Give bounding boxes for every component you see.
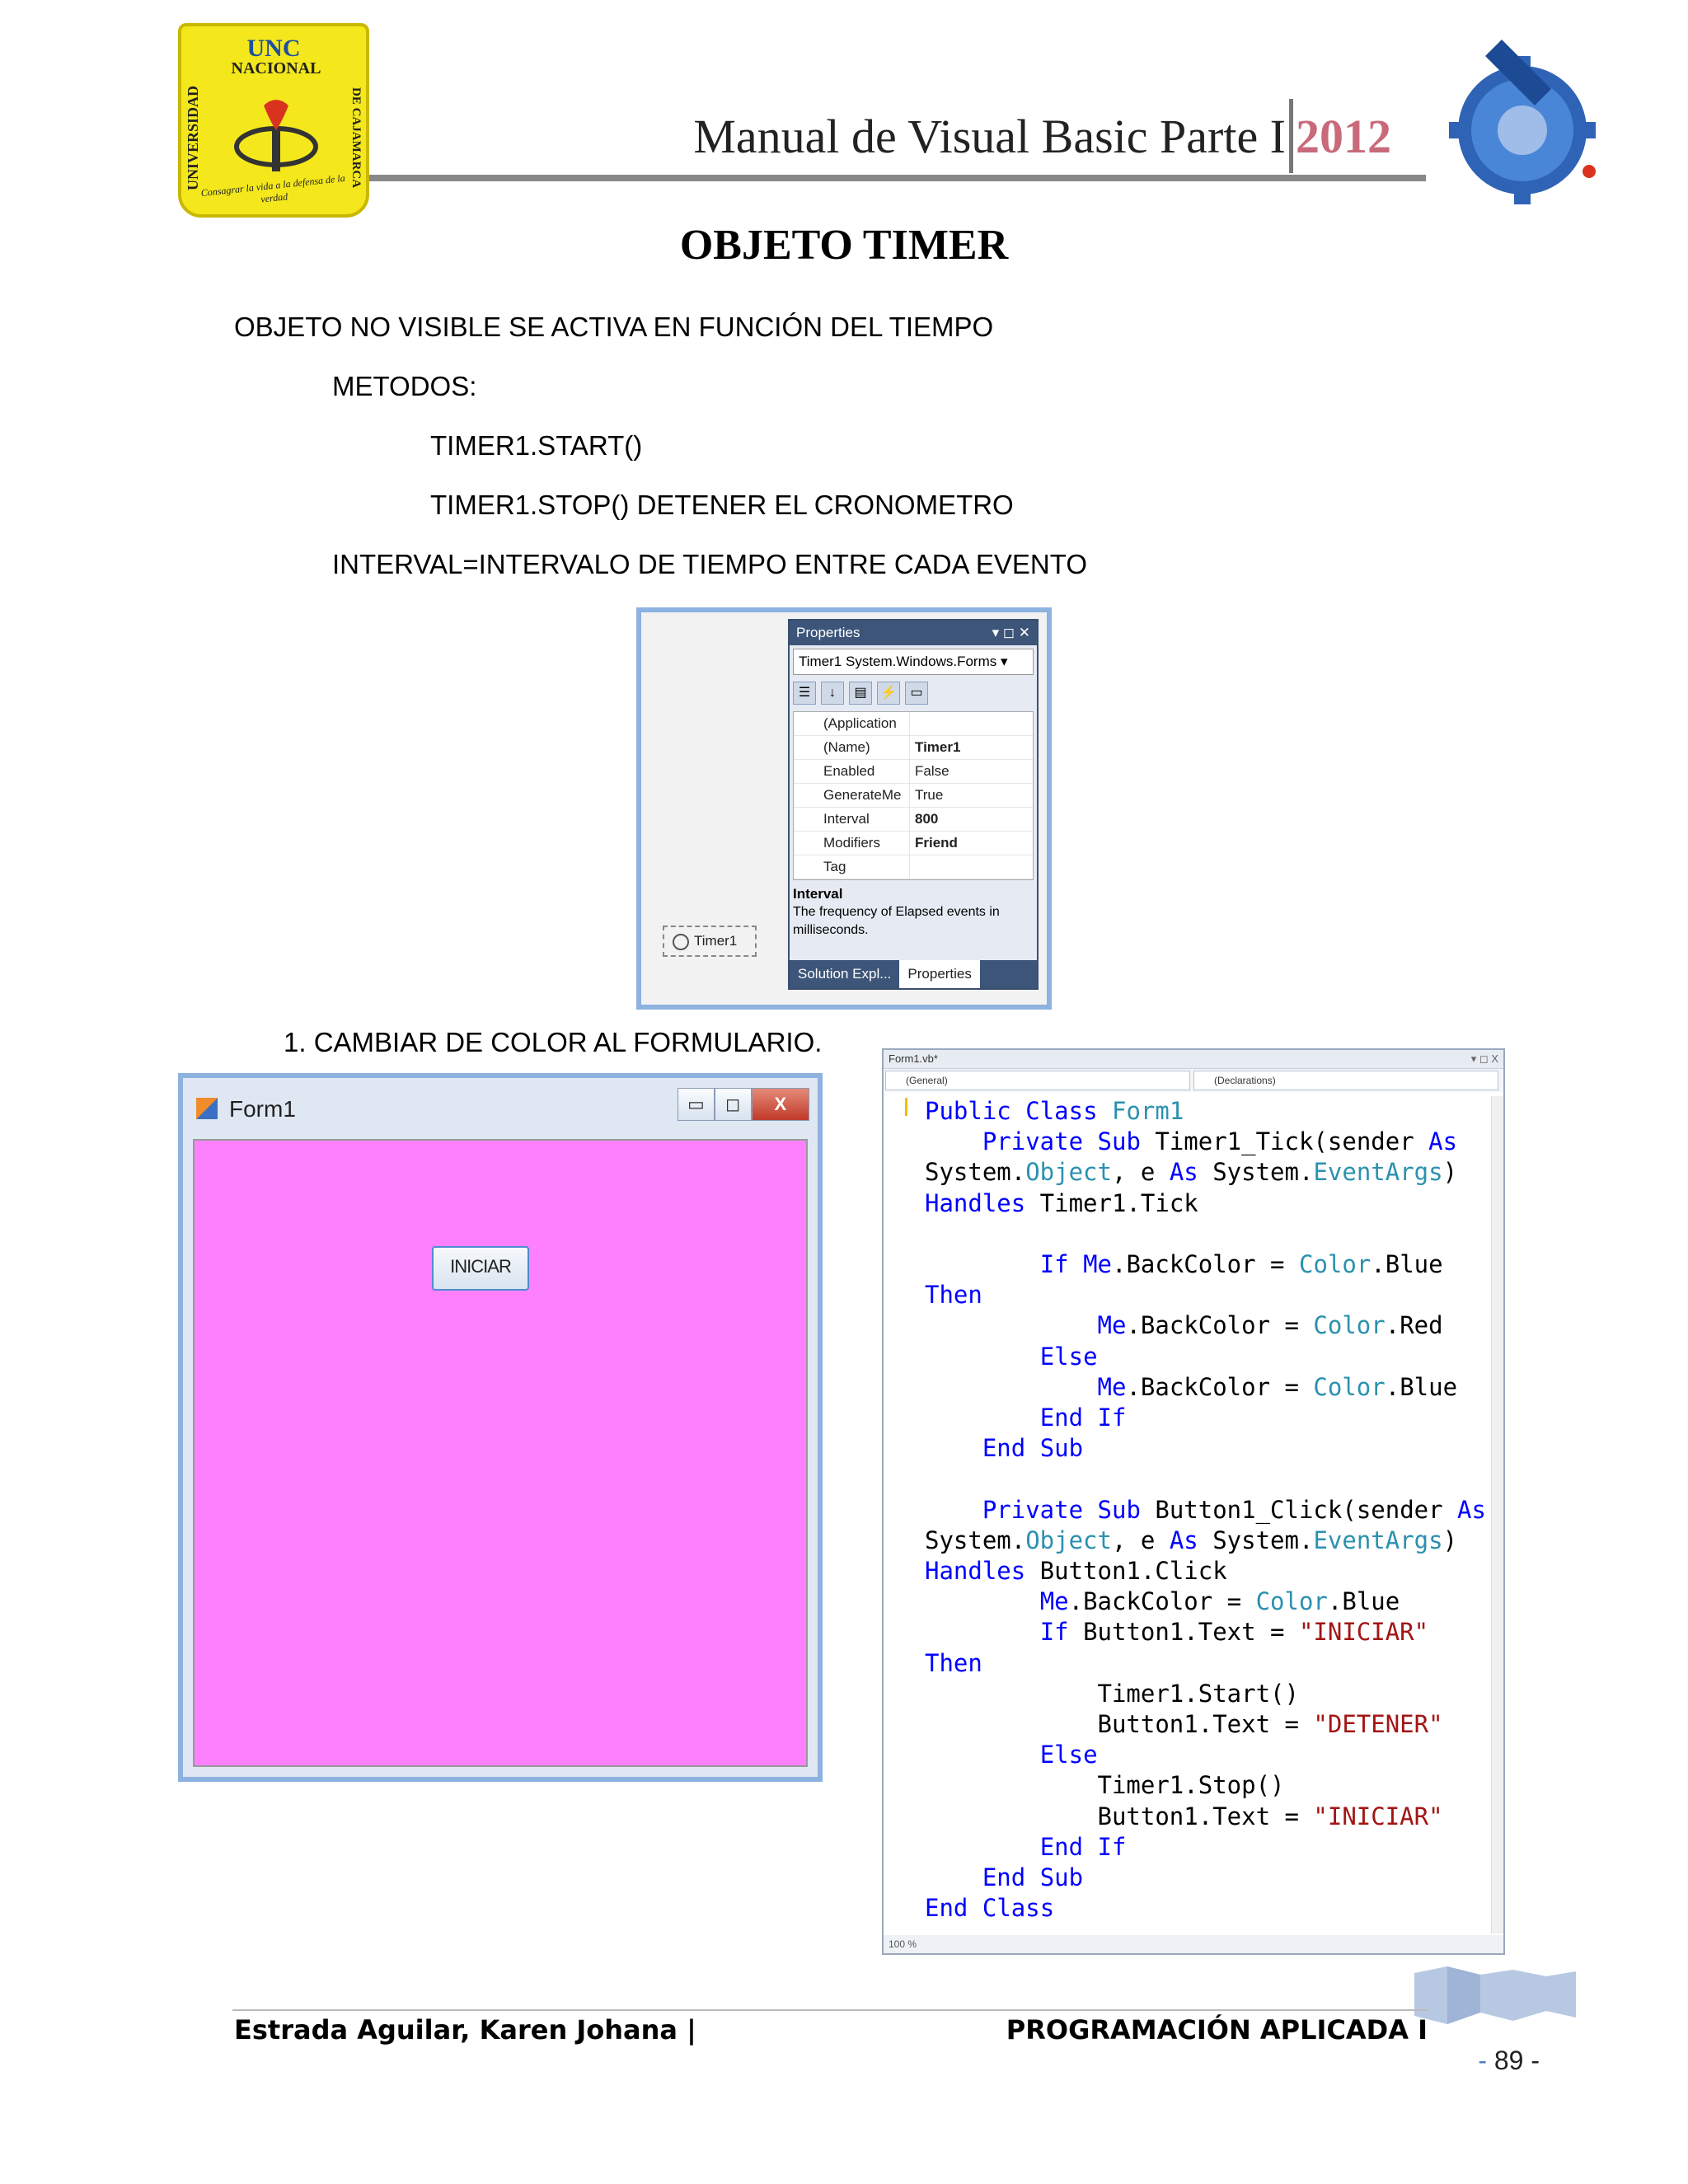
iniciar-button[interactable]: INICIAR [432,1246,529,1291]
editor-combos [884,1069,1503,1092]
close-button[interactable]: X [752,1088,809,1121]
property-row[interactable] [794,855,1033,879]
timer-component[interactable] [663,926,757,957]
property-key: Tag [794,855,910,879]
editor-tab[interactable] [884,1050,1503,1069]
method-start: TIMER1.START() [430,430,643,461]
logo-side-left: UNIVERSIDAD [185,85,201,190]
property-row[interactable] [794,784,1033,808]
alphabetical-icon[interactable]: ↓ [821,682,844,705]
form-title: Form1 [229,1096,296,1122]
timer-component-label: Timer1 [694,933,738,949]
university-logo [178,23,369,218]
panel-tabs [790,960,1037,988]
property-value[interactable]: 800 [915,811,939,827]
page-number [1478,2046,1540,2076]
events-icon[interactable]: ⚡ [877,682,900,705]
form-titlebar [191,1085,809,1131]
properties-toolbar [793,678,1034,708]
property-description [793,885,1034,940]
property-key: (Application [794,712,910,735]
property-value[interactable] [910,855,915,879]
property-row[interactable] [794,808,1033,832]
page-dash-left: - [1478,2046,1487,2075]
editor-zoom[interactable]: 100 % [884,1935,1503,1953]
property-key: GenerateMe [794,784,910,807]
property-key: Modifiers [794,832,910,855]
footer-course: PROGRAMACIÓN APLICADA I [1006,2014,1428,2046]
properties-title-controls[interactable]: ▾ ◻ ✕ [992,625,1030,640]
code-editor [882,1048,1505,1955]
change-marker [905,1098,907,1116]
property-value[interactable] [910,712,915,735]
form-client-area [193,1139,808,1767]
property-value[interactable]: False [915,763,950,779]
property-value[interactable]: Timer1 [915,739,961,755]
footer-author: Estrada Aguilar, Karen Johana | [234,2014,696,2046]
property-value[interactable]: Friend [915,835,958,851]
method-stop: TIMER1.STOP() DETENER EL CRONOMETRO [430,490,1014,520]
property-value[interactable]: True [915,787,944,803]
properties-icon[interactable]: ▤ [849,682,872,705]
header-separator [1289,99,1293,173]
categorized-icon[interactable]: ☰ [793,682,816,705]
minimize-button[interactable]: ▭ [678,1088,715,1121]
property-key: (Name) [794,736,910,759]
editor-tab-controls[interactable]: ▾ ◻ X [1470,1052,1498,1065]
property-row[interactable] [794,760,1033,784]
header-year: 2012 [1296,110,1391,163]
methods-heading: METODOS: [332,371,477,401]
window-buttons [678,1088,809,1121]
interval-text: INTERVAL=INTERVALO DE TIEMPO ENTRE CADA EVENTO [332,549,1087,579]
code-text: Public Class Form1 Private Sub Timer1_Tick(sender As System.Object, e As System.EventArgs) Handles Timer1.Tick If Me.BackColor = Color.Blue Then Me.BackColor = Color.Red Else Me.BackColor = Color.Blue End If End Sub Private Sub Button1_Click(sender As System.Object, e As System.EventArgs) Handles Button1.Click Me.BackColor = Color.Blue If Button1.Text = "INICIAR" Then Timer1.Start() Button1.Text = "DETENER" Else Timer1.Stop() Button1.Text = "INICIAR" End If End Sub End Class [925,1097,1486,1923]
property-key: Enabled [794,760,910,783]
description-title: Interval [793,886,843,902]
form-window [178,1073,823,1782]
logo-band-text: NACIONAL [231,59,321,77]
emblem-icon [231,97,321,180]
page-title: OBJETO TIMER [679,222,1009,269]
property-row[interactable] [794,712,1033,736]
properties-panel [788,619,1039,990]
page-dash-right: - [1531,2046,1540,2075]
timer-clock-icon [673,934,689,950]
footer-decoration [1414,1966,1576,2024]
maximize-button[interactable]: ◻ [715,1088,752,1121]
property-grid [793,711,1034,880]
form-app-icon [196,1098,218,1119]
footer-rule [232,2009,1428,2011]
logo-side-right: DE CAJAMARCA [349,87,363,189]
tab-solution-explorer[interactable]: Solution Expl... [798,966,892,982]
tab-properties[interactable]: Properties [899,960,979,988]
logo-motto: Consagrar la vida a la defensa de la verdad [200,171,346,205]
properties-title: Properties [796,625,860,640]
page-number-value: 89 [1486,2046,1531,2075]
header-title: Manual de Visual Basic Parte I [693,110,1286,163]
property-row[interactable] [794,832,1033,855]
object-selector[interactable]: Timer1 System.Windows.Forms ▾ [793,649,1034,675]
property-pages-icon[interactable]: ▭ [905,682,928,705]
header-rule [369,175,1426,181]
property-key: Interval [794,808,910,831]
property-row[interactable] [794,736,1033,760]
class-combo[interactable]: (General) [885,1071,1190,1090]
editor-scrollbar[interactable] [1491,1096,1503,1933]
logo-unc-text: UNC [246,35,301,62]
properties-titlebar [790,621,1037,645]
description-text: The frequency of Elapsed events in milliseconds. [793,905,1000,937]
description-text: OBJETO NO VISIBLE SE ACTIVA EN FUNCIÓN DEL TIEMPO [234,312,994,342]
editor-tab-label: Form1.vb* [889,1052,938,1065]
properties-screenshot [636,607,1052,1010]
faculty-gear-logo [1444,23,1601,218]
list-item-1: 1. CAMBIAR DE COLOR AL FORMULARIO. [284,1027,823,1057]
member-combo[interactable]: (Declarations) [1193,1071,1498,1090]
